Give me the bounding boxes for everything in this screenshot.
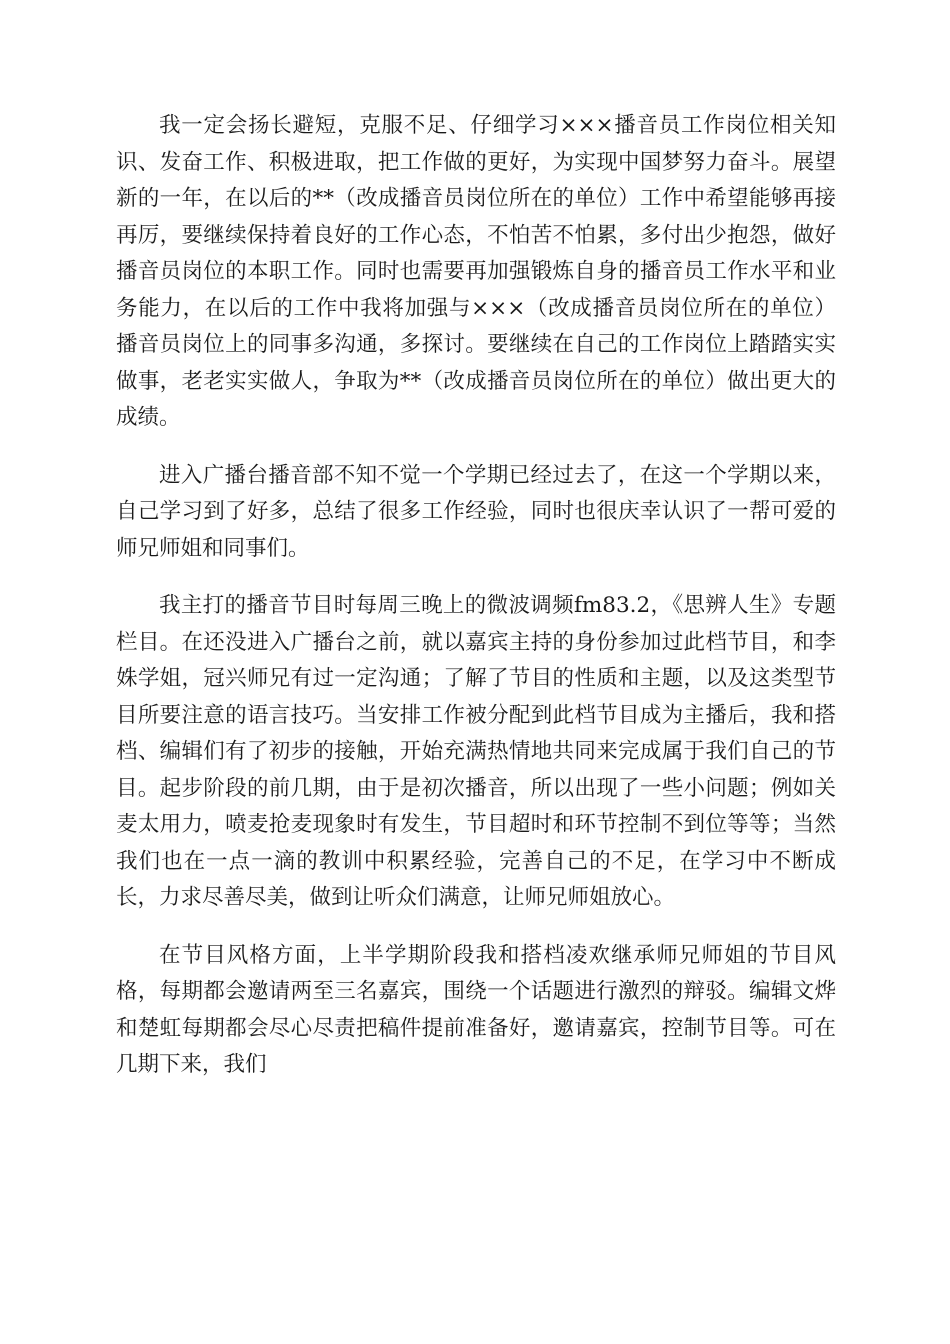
- paragraph-1: 我一定会扬长避短，克服不足、仔细学习×××播音员工作岗位相关知识、发奋工作、积极进取，把工作做的更好，为实现中国梦努力奋斗。展望新的一年，在以后的**（改成播音员岗位所在的单位）工作中希望能够再接再厉，要继续保持着良好的工作心态，不怕苦不怕累，多付出少抱怨，做好播音员岗位的本职工作。同时也需要再加强锻炼自身的播音员工作水平和业务能力，在以后的工作中我将加强与×××（改成播音员岗位所在的单位）播音员岗位上的同事多沟通，多探讨。要继续在自己的工作岗位上踏踏实实做事，老老实实做人，争取为**（改成播音员岗位所在的单位）做出更大的成绩。: [116, 113, 836, 430]
- paragraph-4: 在节目风格方面，上半学期阶段我和搭档凌欢继承师兄师姐的节目风格，每期都会邀请两至三名嘉宾，围绕一个话题进行激烈的辩驳。编辑文烨和楚虹每期都会尽心尽责把稿件提前准备好，邀请嘉宾，控制节目等。可在几期下来，我们: [116, 942, 836, 1077]
- paragraph-3: 我主打的播音节目时每周三晚上的微波调频fm83.2，《思辨人生》专题栏目。在还没进入广播台之前，就以嘉宾主持的身份参加过此档节目，和李姝学姐，冠兴师兄有过一定沟通；了解了节目的性质和主题，以及这类型节目所要注意的语言技巧。当安排工作被分配到此档节目成为主播后，我和搭档、编辑们有了初步的接触，开始充满热情地共同来完成属于我们自己的节目。起步阶段的前几期，由于是初次播音，所以出现了一些小问题；例如关麦太用力，喷麦抢麦现象时有发生，节目超时和环节控制不到位等等；当然我们也在一点一滴的教训中积累经验，完善自己的不足，在学习中不断成长，力求尽善尽美，做到让听众们满意，让师兄师姐放心。: [116, 593, 836, 910]
- document-page: [116, 108, 836, 1105]
- paragraph-2: 进入广播台播音部不知不觉一个学期已经过去了，在这一个学期以来，自己学习到了好多，总结了很多工作经验，同时也很庆幸认识了一帮可爱的师兄师姐和同事们。: [116, 462, 836, 561]
